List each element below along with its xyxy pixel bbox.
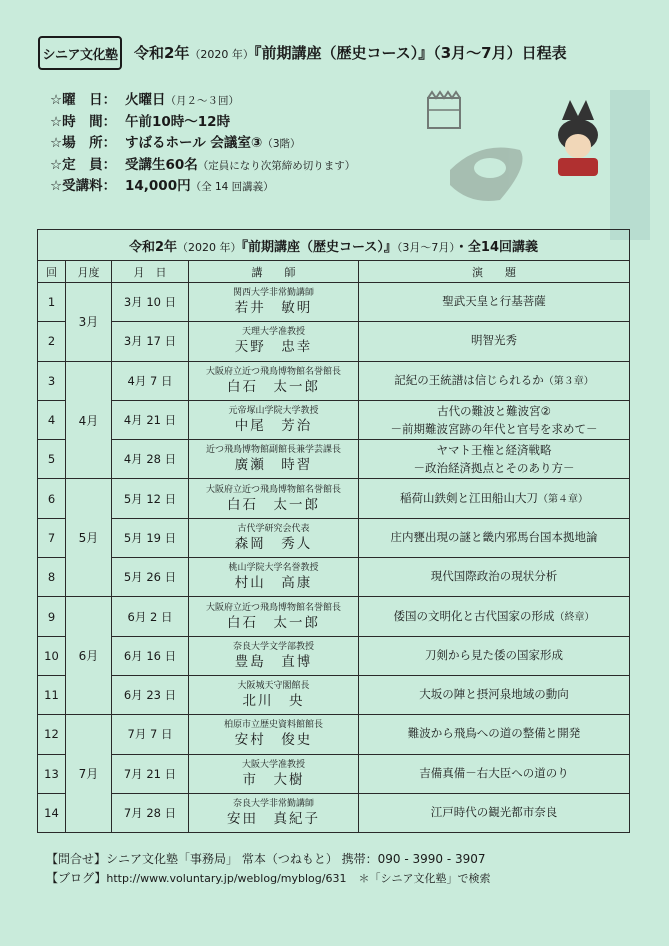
topic-chapter: （第４章）	[538, 493, 588, 505]
topic-cell	[359, 400, 630, 439]
lecturer-name: 白石 太一郎	[227, 496, 320, 513]
info-day: ☆曜 日： 火曜日（月２～３回）	[50, 92, 239, 108]
schedule-table	[37, 229, 630, 833]
header-topic: 演 題	[359, 261, 630, 283]
lecture-number: 7	[38, 518, 66, 557]
lecturer-name: 安村 俊史	[234, 732, 313, 749]
topic-cell	[359, 440, 630, 479]
info-fee: ☆受講料： 14,000円（全 14 回講義）	[50, 178, 274, 194]
info-capacity: ☆定 員： 受講生60名（定員になり次第締め切ります）	[50, 156, 356, 173]
table-row	[38, 440, 630, 479]
table-row	[38, 754, 630, 793]
lecturer-affiliation: 古代学研究会代表	[237, 523, 310, 534]
lecture-number: 8	[38, 558, 66, 597]
contact-line: 【問合せ】シニア文化塾「事務局」 常本（つねもと） 携帯：090 - 3990 - 3907	[46, 852, 486, 866]
table-row	[38, 558, 630, 597]
blog-url-link[interactable]: http://www.voluntary.jp/weblog/myblog/631	[106, 872, 347, 885]
topic-cell	[359, 715, 630, 754]
lecturer-name: 白石 太一郎	[227, 378, 320, 395]
topic-subtitle: －前期難波宮跡の年代と官号を求めて－	[390, 422, 598, 437]
table-row	[38, 597, 630, 636]
lecturer-name: 豊島 直博	[234, 653, 313, 670]
header-lecturer: 講 師	[189, 261, 359, 283]
date-cell: 5月 12 日	[112, 479, 189, 518]
date-cell: 6月 23 日	[112, 675, 189, 714]
table-row	[38, 715, 630, 754]
date-cell: 5月 26 日	[112, 558, 189, 597]
topic-cell	[359, 597, 630, 636]
table-row	[38, 400, 630, 439]
blog-line: 【ブログ】http://www.voluntary.jp/weblog/myblog/631 ＊「シニア文化塾」で検索	[46, 871, 491, 885]
lecturer-affiliation: 大阪府立近つ飛鳥博物館名誉館長	[205, 484, 341, 495]
lecture-number: 14	[38, 793, 66, 832]
samurai-helmet-icon	[558, 100, 598, 176]
month-cell: 6月	[66, 597, 112, 715]
topic-title: 吉備真備－右大臣への道のり	[419, 765, 569, 780]
lecturer-affiliation: 天理大学准教授	[241, 327, 305, 338]
lecturer-cell	[189, 754, 359, 793]
lecturer-name: 天野 忠幸	[234, 339, 313, 356]
lecturer-affiliation: 奈良大学文学部教授	[232, 641, 314, 652]
topic-cell	[359, 793, 630, 832]
table-row	[38, 518, 630, 557]
topic-title: 刀剣から見た倭の国家形成	[425, 647, 563, 662]
lecture-number: 1	[38, 283, 66, 322]
date-cell: 6月 2 日	[112, 597, 189, 636]
lecturer-affiliation: 近つ飛鳥博物館副館長兼学芸課長	[205, 445, 341, 456]
table-caption-row	[38, 230, 630, 261]
background-poster-strip	[610, 90, 650, 240]
lecturer-name: 安田 真紀子	[227, 811, 320, 827]
table-caption: 令和2年（2020 年）『前期講座（歴史コース）』（3月～7月）・全14回講義	[38, 230, 630, 261]
topic-title: 稲荷山鉄剣と江田船山大刀	[400, 490, 538, 505]
lecturer-affiliation: 柏原市立歴史資料館館長	[223, 720, 323, 731]
date-cell: 5月 19 日	[112, 518, 189, 557]
lecturer-name: 市 大樹	[242, 771, 305, 788]
table-row	[38, 322, 630, 361]
lecturer-cell	[189, 793, 359, 832]
table-row	[38, 479, 630, 518]
lecture-number: 9	[38, 597, 66, 636]
info-time: ☆時 間： 午前10時～12時	[50, 113, 231, 130]
lecturer-affiliation: 大阪大学准教授	[241, 759, 305, 770]
info-place: ☆場 所： すばるホール 会議室③（3階）	[50, 135, 301, 151]
date-cell: 3月 17 日	[112, 322, 189, 361]
info-block	[50, 88, 355, 196]
topic-title: 聖武天皇と行基菩薩	[442, 294, 546, 309]
lecturer-cell	[189, 715, 359, 754]
topic-chapter: （第３章）	[543, 375, 594, 387]
lecturer-cell	[189, 597, 359, 636]
topic-cell	[359, 636, 630, 675]
stone-artifact-icon	[450, 148, 523, 202]
lecturer-cell	[189, 479, 359, 518]
month-cell: 5月	[66, 479, 112, 597]
topic-title: ヤマト王権と経済戦略	[436, 443, 552, 458]
lecture-number: 13	[38, 754, 66, 793]
lecturer-affiliation: 関西大学非常勤講師	[232, 288, 314, 299]
lecturer-name: 若井 敏明	[234, 300, 313, 317]
topic-title: 古代の難波と難波宮②	[437, 404, 551, 419]
table-row	[38, 675, 630, 714]
topic-title: 明智光秀	[471, 333, 517, 348]
lecturer-cell	[189, 440, 359, 479]
haniwa-crown-icon	[428, 92, 460, 128]
lecturer-name: 北川 央	[242, 693, 305, 710]
lecturer-name: 中尾 芳治	[234, 418, 313, 435]
date-cell: 6月 16 日	[112, 636, 189, 675]
topic-cell	[359, 322, 630, 361]
logo: シニア文化塾	[38, 36, 122, 70]
page-title	[134, 42, 567, 63]
lecturer-cell	[189, 322, 359, 361]
date-cell: 4月 21 日	[112, 400, 189, 439]
table-header-row	[38, 261, 630, 283]
topic-title: 倭国の文明化と古代国家の形成	[393, 608, 555, 623]
topic-cell	[359, 754, 630, 793]
lecturer-cell	[189, 558, 359, 597]
topic-title: 難波から飛鳥への道の整備と開発	[407, 726, 581, 741]
lecturer-affiliation: 桃山学院大学名誉教授	[228, 563, 319, 574]
lecture-number: 3	[38, 361, 66, 400]
title-year: （2020 年）	[189, 48, 254, 61]
title-era: 令和2年	[134, 44, 190, 62]
lecturer-affiliation: 元帝塚山学院大学教授	[228, 406, 319, 417]
topic-title: 現代国際政治の現状分析	[430, 569, 558, 584]
topic-cell	[359, 361, 630, 400]
date-cell: 7月 21 日	[112, 754, 189, 793]
month-cell: 7月	[66, 715, 112, 833]
topic-subtitle: －政治経済拠点とそのあり方－	[413, 461, 575, 476]
lecturer-affiliation: 大阪府立近つ飛鳥博物館名誉館長	[205, 366, 341, 377]
footer	[46, 850, 490, 888]
lecture-number: 11	[38, 675, 66, 714]
topic-title: 大坂の陣と摂河泉地域の動向	[419, 687, 569, 702]
header	[38, 36, 648, 72]
topic-cell	[359, 479, 630, 518]
topic-cell	[359, 558, 630, 597]
table-row	[38, 283, 630, 322]
lecturer-cell	[189, 400, 359, 439]
lecturer-affiliation: 大阪府立近つ飛鳥博物館名誉館長	[205, 602, 341, 613]
lecturer-cell	[189, 361, 359, 400]
topic-cell	[359, 518, 630, 557]
date-cell: 4月 28 日	[112, 440, 189, 479]
lecture-number: 12	[38, 715, 66, 754]
header-month: 月度	[66, 261, 112, 283]
month-cell: 4月	[66, 361, 112, 479]
header-num: 回	[38, 261, 66, 283]
table-row	[38, 361, 630, 400]
lecturer-cell	[189, 283, 359, 322]
date-cell: 7月 28 日	[112, 793, 189, 832]
lecturer-cell	[189, 675, 359, 714]
topic-cell	[359, 283, 630, 322]
date-cell: 7月 7 日	[112, 715, 189, 754]
month-cell: 3月	[66, 283, 112, 362]
lecturer-cell	[189, 518, 359, 557]
table-row	[38, 793, 630, 832]
date-cell: 3月 10 日	[112, 283, 189, 322]
lecturer-affiliation: 奈良大学非常勤講師	[232, 799, 314, 809]
lecturer-affiliation: 大阪城天守閣館長	[237, 681, 310, 692]
decorative-artifacts-illustration	[410, 90, 650, 240]
title-course: 『前期講座（歴史コース）』（3月～7月）日程表	[253, 44, 567, 62]
topic-chapter: （終章）	[554, 611, 595, 623]
lecturer-name: 廣瀬 時習	[234, 457, 313, 474]
date-cell: 4月 7 日	[112, 361, 189, 400]
lecture-number: 4	[38, 400, 66, 439]
lecturer-name: 村山 高康	[234, 575, 313, 592]
topic-title: 江戸時代の観光都市奈良	[430, 805, 558, 819]
topic-title: 庄内甕出現の謎と畿内邪馬台国本拠地論	[390, 529, 598, 544]
lecturer-name: 森岡 秀人	[234, 535, 313, 552]
table-row	[38, 636, 630, 675]
lecturer-cell	[189, 636, 359, 675]
topic-title: 記紀の王統譜は信じられるか	[394, 372, 544, 387]
topic-cell	[359, 675, 630, 714]
lecture-number: 10	[38, 636, 66, 675]
lecturer-name: 白石 太一郎	[227, 614, 320, 631]
lecture-number: 6	[38, 479, 66, 518]
lecture-number: 2	[38, 322, 66, 361]
header-date: 月 日	[112, 261, 189, 283]
lecture-number: 5	[38, 440, 66, 479]
